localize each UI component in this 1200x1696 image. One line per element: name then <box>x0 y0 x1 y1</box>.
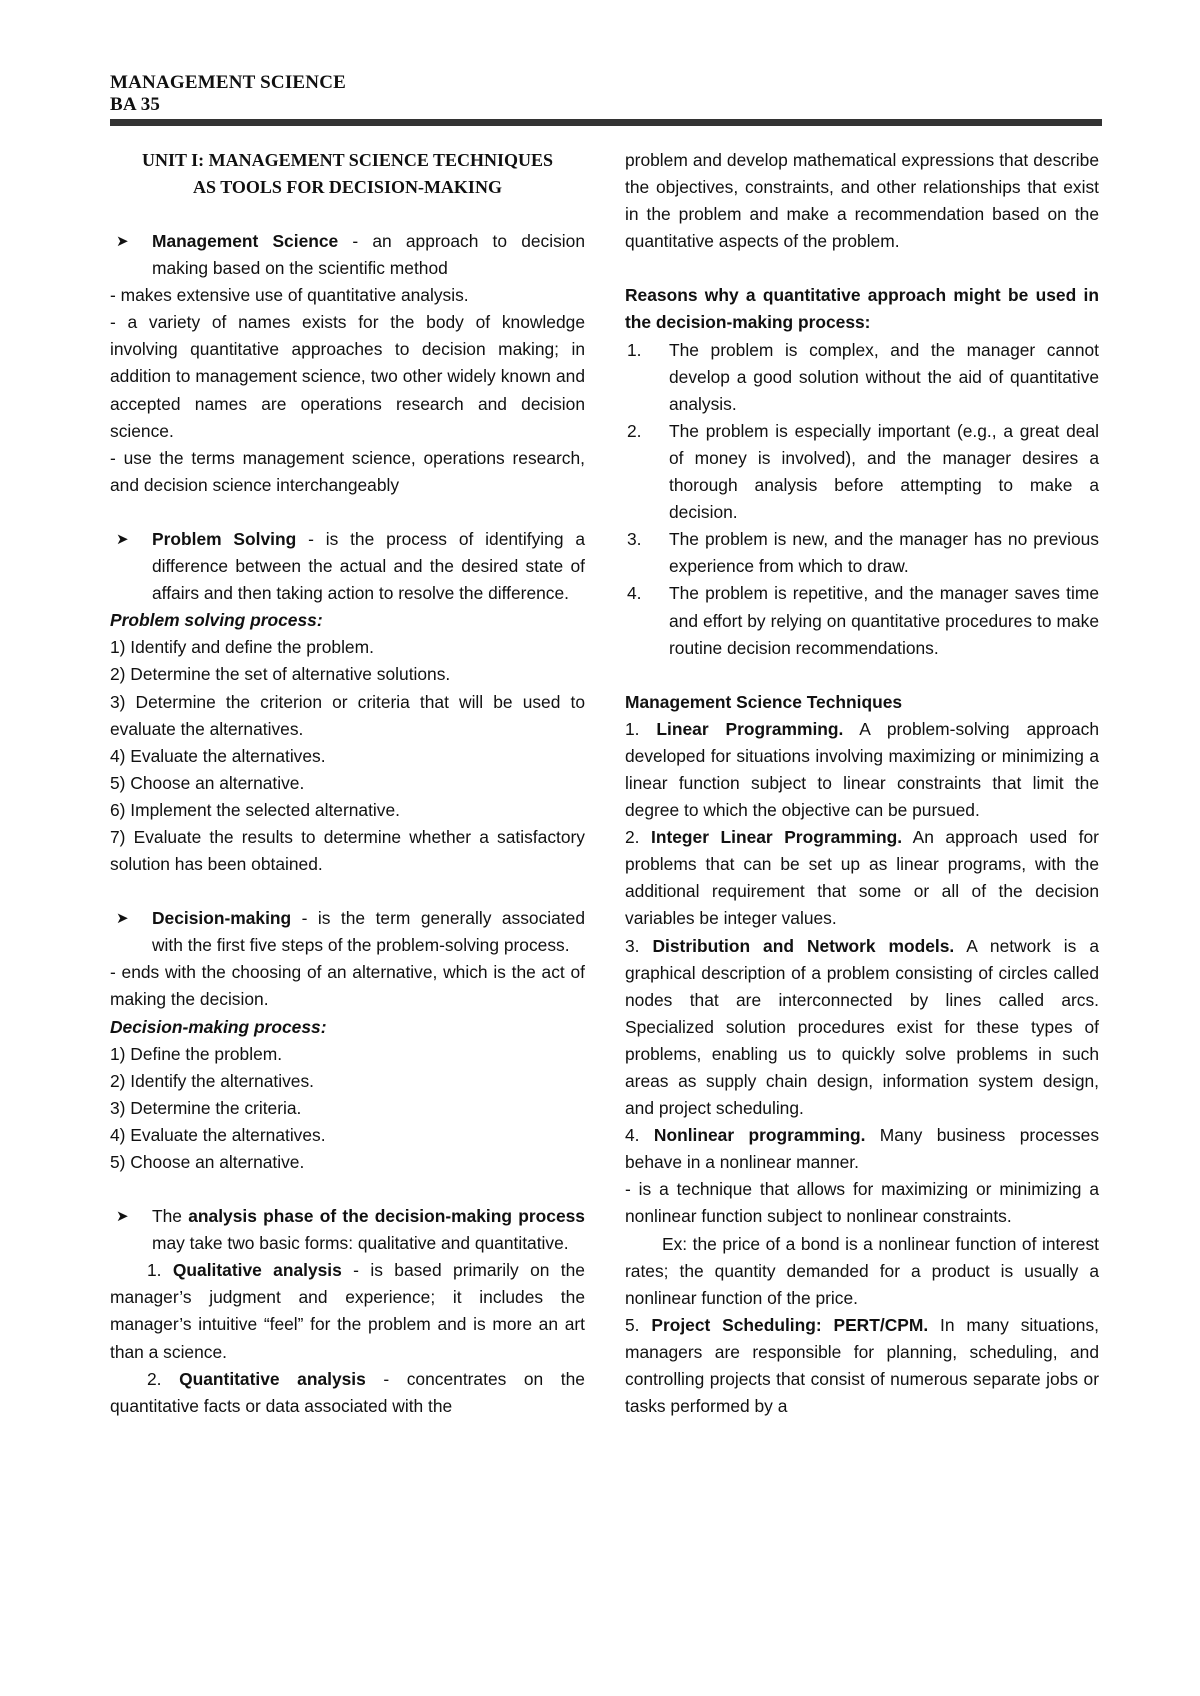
dm-step: 5) Choose an alternative. <box>110 1152 305 1172</box>
reason-number: 3. <box>627 529 642 550</box>
technique-definition: In many situations, managers are responsible for planning, scheduling, and controlling projects that consist of numerous separate jobs or tasks performed by a <box>625 1314 1099 1417</box>
arrow-bullet-icon: ➤ <box>116 233 129 250</box>
technique-nonlinear-programming <box>625 1122 1099 1176</box>
left-column <box>110 147 585 1420</box>
technique-distribution-network <box>625 933 1099 1123</box>
technique-term: Project Scheduling: PERT/CPM. <box>651 1314 929 1335</box>
reason-number: 2. <box>627 420 642 441</box>
arrow-bullet-icon: ➤ <box>116 1208 129 1226</box>
decision-making-process-heading: Decision-making process: <box>110 1016 327 1037</box>
decision-making-term: Decision-making <box>152 908 292 929</box>
ps-step: 2) Determine the set of alternative solutions. <box>110 664 451 685</box>
arrow-bullet-icon: ➤ <box>116 910 129 928</box>
quantitative-analysis-item <box>110 1366 585 1420</box>
technique-number: 3. <box>625 935 653 956</box>
quantitative-definition: - concentrates on the quantitative facts or data associated with the <box>110 1368 585 1416</box>
ps-step: 7) Evaluate the results to determine whether a satisfactory solution has been obtained. <box>110 826 585 875</box>
ms-line: - use the terms management science, operations research, and decision science interchangeably <box>110 447 585 495</box>
nonlinear-line: - is a technique that allows for maximizing or minimizing a nonlinear function subject to nonlinear constraints. <box>625 1179 1099 1227</box>
decision-making-definition: - is the term generally associated with the first five steps of the problem-solving process. <box>152 908 585 956</box>
technique-definition: A network is a graphical description of a problem consisting of circles called nodes that are interconnected by lines called arcs. Specialized solution procedures exist for these types of problems, enabling us to quickly solve problems in such areas as supply chain design, information system design, and project scheduling. <box>625 935 1099 1119</box>
management-science-bullet <box>110 228 585 282</box>
dm-step: 1) Define the problem. <box>110 1043 283 1064</box>
dm-step: 3) Determine the criteria. <box>110 1097 302 1118</box>
technique-number: 2. <box>625 827 652 848</box>
technique-definition: A problem-solving approach developed for situations involving maximizing or minimizing a linear function subject to linear constraints that limit the degree to which the objective can be pursued. <box>625 718 1099 821</box>
ps-step: 5) Choose an alternative. <box>110 772 305 793</box>
reason-text: The problem is complex, and the manager cannot develop a good solution without the aid of quantitative analysis. <box>669 339 1099 414</box>
dm-line: - ends with the choosing of an alternative, which is the act of making the decision. <box>110 962 585 1010</box>
technique-term: Linear Programming. <box>656 718 844 739</box>
reason-item <box>625 580 1099 661</box>
reason-item <box>625 418 1099 526</box>
reason-item <box>625 526 1099 580</box>
continuation-paragraph: problem and develop mathematical expressions that describe the objectives, constraints, and other relationships that exist in the problem and make a recommendation based on the quantitative aspects of the problem. <box>625 150 1099 252</box>
technique-term: Nonlinear programming. <box>653 1125 866 1146</box>
right-column <box>625 147 1099 1420</box>
reason-text: The problem is repetitive, and the manager saves time and effort by relying on quantitative procedures to make routine decision recommendations. <box>669 583 1099 658</box>
techniques-heading: Management Science Techniques <box>625 691 903 712</box>
reason-text: The problem is especially important (e.g., a great deal of money is involved), and the manager desires a thorough analysis before attempting to make a decision. <box>669 420 1099 523</box>
technique-definition: An approach used for problems that can be set up as linear programs, with the additional requirement that some or all of the decision variables be integer values. <box>625 827 1099 929</box>
qualitative-term: Qualitative analysis <box>172 1260 342 1281</box>
arrow-bullet-icon: ➤ <box>116 530 129 548</box>
course-title: MANAGEMENT SCIENCE <box>110 72 347 93</box>
analysis-phase-pre: The <box>152 1206 189 1227</box>
technique-integer-linear-programming <box>625 824 1099 932</box>
decision-making-bullet <box>110 905 585 959</box>
management-science-definition: - an approach to decision making based on the scientific method <box>152 231 586 279</box>
technique-number: 1. <box>625 718 657 739</box>
technique-definition: Many business processes behave in a nonlinear manner. <box>625 1125 1100 1173</box>
problem-solving-term: Problem Solving <box>152 528 297 549</box>
technique-term: Integer Linear Programming. <box>651 827 903 848</box>
unit-title-line-1: UNIT I: MANAGEMENT SCIENCE TECHNIQUES <box>141 150 554 170</box>
technique-number: 4. <box>625 1125 654 1146</box>
qualitative-number: 1. <box>147 1260 173 1281</box>
reasons-list <box>625 337 1099 662</box>
quantitative-number: 2. <box>147 1368 180 1389</box>
page-header <box>110 72 1100 116</box>
ps-step: 1) Identify and define the problem. <box>110 637 374 658</box>
unit-title-line-2: AS TOOLS FOR DECISION-MAKING <box>193 177 502 197</box>
ps-step: 6) Implement the selected alternative. <box>110 799 400 820</box>
technique-number: 5. <box>625 1314 652 1335</box>
dm-step: 4) Evaluate the alternatives. <box>110 1124 326 1145</box>
reason-number: 1. <box>627 339 642 360</box>
analysis-phase-term: analysis phase of the decision-making process <box>188 1206 585 1227</box>
analysis-phase-post: may take two basic forms: qualitative and quantitative. <box>152 1233 569 1254</box>
reasons-heading: Reasons why a quantitative approach might be used in the decision-making process: <box>625 285 1099 333</box>
technique-project-scheduling <box>625 1312 1099 1420</box>
ps-step: 4) Evaluate the alternatives. <box>110 745 326 766</box>
qualitative-analysis-item <box>110 1257 585 1365</box>
reason-number: 4. <box>627 583 642 604</box>
analysis-phase-bullet <box>110 1203 585 1257</box>
header-rule <box>110 119 1102 126</box>
management-science-term: Management Science <box>152 231 339 251</box>
problem-solving-bullet <box>110 526 585 607</box>
problem-solving-definition: - is the process of identifying a difference between the actual and the desired state of affairs and then taking action to resolve the difference. <box>152 528 585 604</box>
reason-item <box>625 337 1099 418</box>
course-code: BA 35 <box>110 94 161 115</box>
technique-term: Distribution and Network models. <box>652 935 955 956</box>
ms-line: - makes extensive use of quantitative analysis. <box>110 285 469 306</box>
quantitative-term: Quantitative analysis <box>179 1368 366 1389</box>
problem-solving-process-heading: Problem solving process: <box>110 610 323 631</box>
technique-linear-programming <box>625 716 1099 824</box>
qualitative-definition: - is based primarily on the manager’s judgment and experience; it includes the manager’s intuitive “feel” for the problem and is more an art than a science. <box>110 1260 585 1362</box>
ms-line: - a variety of names exists for the body of knowledge involving quantitative approaches to decision making; in addition to management science, two other widely known and accepted names are operations research and decision science. <box>110 312 585 441</box>
dm-step: 2) Identify the alternatives. <box>110 1070 314 1091</box>
ps-step: 3) Determine the criterion or criteria that will be used to evaluate the alternatives. <box>110 691 585 739</box>
reason-text: The problem is new, and the manager has no previous experience from which to draw. <box>669 529 1099 577</box>
nonlinear-example: Ex: the price of a bond is a nonlinear function of interest rates; the quantity demanded for a product is usually a nonlinear function of the price. <box>625 1233 1099 1308</box>
